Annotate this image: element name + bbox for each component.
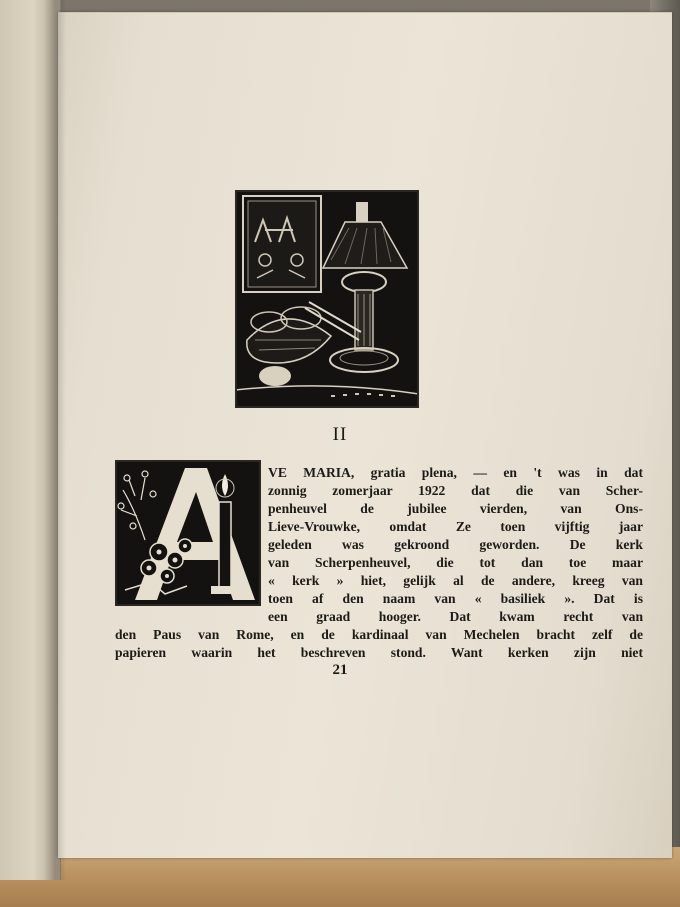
woodcut-lamp-icon	[235, 190, 419, 408]
body-text-line: toen af den naam van « basiliek ». Dat is	[268, 591, 643, 606]
woodcut-illustration	[235, 190, 419, 408]
body-text-line: den Paus van Rome, en de kardinaal van Mechelen bracht zelf de	[115, 627, 643, 642]
body-text-line: geleden was gekroond geworden. De kerk	[268, 537, 643, 552]
body-text-line: Lieve-Vrouwke, omdat Ze toen vijftig jaar	[268, 519, 643, 534]
body-text-line: zonnig zomerjaar 1922 dat die van Scher-	[268, 483, 643, 498]
decorated-initial	[115, 460, 261, 606]
body-text-line: VE MARIA, gratia plena, — en 't was in dat	[268, 465, 643, 480]
body-text-line: een graad hooger. Dat kwam recht van	[268, 609, 643, 624]
body-text-line: « kerk » hiet, gelijk al de andere, kreeg van	[268, 573, 643, 588]
body-text-line: penheuvel de jubilee vierden, van Ons-	[268, 501, 643, 516]
initial-a-candle-icon	[115, 460, 261, 606]
body-text-line: papieren waarin het beschreven stond. Want kerken zijn niet	[115, 645, 643, 660]
page-number: 21	[332, 662, 348, 678]
chapter-number: II	[332, 424, 348, 445]
body-text-line: van Scherpenheuvel, die tot dan toe maar	[268, 555, 643, 570]
